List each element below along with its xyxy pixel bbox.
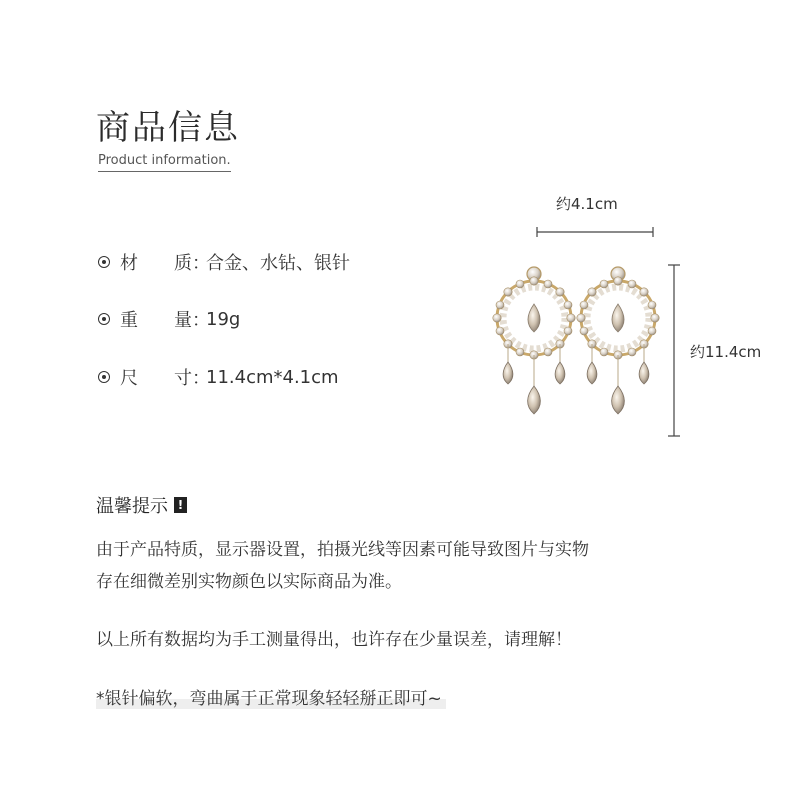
spec-value: 11.4cm*4.1cm — [206, 366, 339, 388]
bullet-icon — [98, 313, 110, 325]
left-earring — [493, 267, 575, 414]
spec-size — [98, 364, 339, 390]
spec-key-first: 重 — [120, 310, 138, 331]
bullet-icon — [98, 371, 110, 383]
exclamation-icon: ! — [174, 497, 187, 513]
right-earring — [577, 267, 659, 414]
spec-key-second: 质 — [174, 253, 192, 274]
width-label: 约4.1cm — [556, 195, 618, 213]
bullet-icon — [98, 256, 110, 268]
spec-colon: ： — [192, 253, 210, 274]
notice-line-3: 以上所有数据均为手工测量得出，也许存在少量误差，请理解！ — [96, 630, 572, 650]
spec-key-first: 材 — [120, 253, 138, 274]
spec-material — [98, 249, 350, 275]
spec-value: 19g — [206, 308, 241, 330]
spec-key-first: 尺 — [120, 368, 138, 389]
width-dimension-line — [534, 225, 656, 239]
spec-colon: ： — [192, 310, 210, 331]
notice-line-4: *银针偏软，弯曲属于正常现象轻轻掰正即可~ — [96, 684, 446, 709]
notice-title: 温馨提示 — [96, 496, 168, 517]
page-title: 商品信息 — [96, 108, 240, 148]
spec-key-second: 量 — [174, 310, 192, 331]
page-subtitle: Product information. — [98, 153, 231, 172]
earring-product-image — [488, 260, 664, 424]
spec-weight — [98, 306, 240, 332]
spec-colon: ： — [192, 368, 210, 389]
spec-value: 合金、水钻、银针 — [206, 253, 350, 274]
notice-heading — [96, 492, 187, 518]
notice-line-2: 存在细微差别实物颜色以实际商品为准。 — [96, 572, 402, 592]
height-label: 约11.4cm — [690, 343, 762, 361]
notice-line-1: 由于产品特质，显示器设置，拍摄光线等因素可能导致图片与实物 — [96, 540, 589, 560]
height-dimension-line — [666, 262, 682, 440]
spec-key-second: 寸 — [174, 368, 192, 389]
